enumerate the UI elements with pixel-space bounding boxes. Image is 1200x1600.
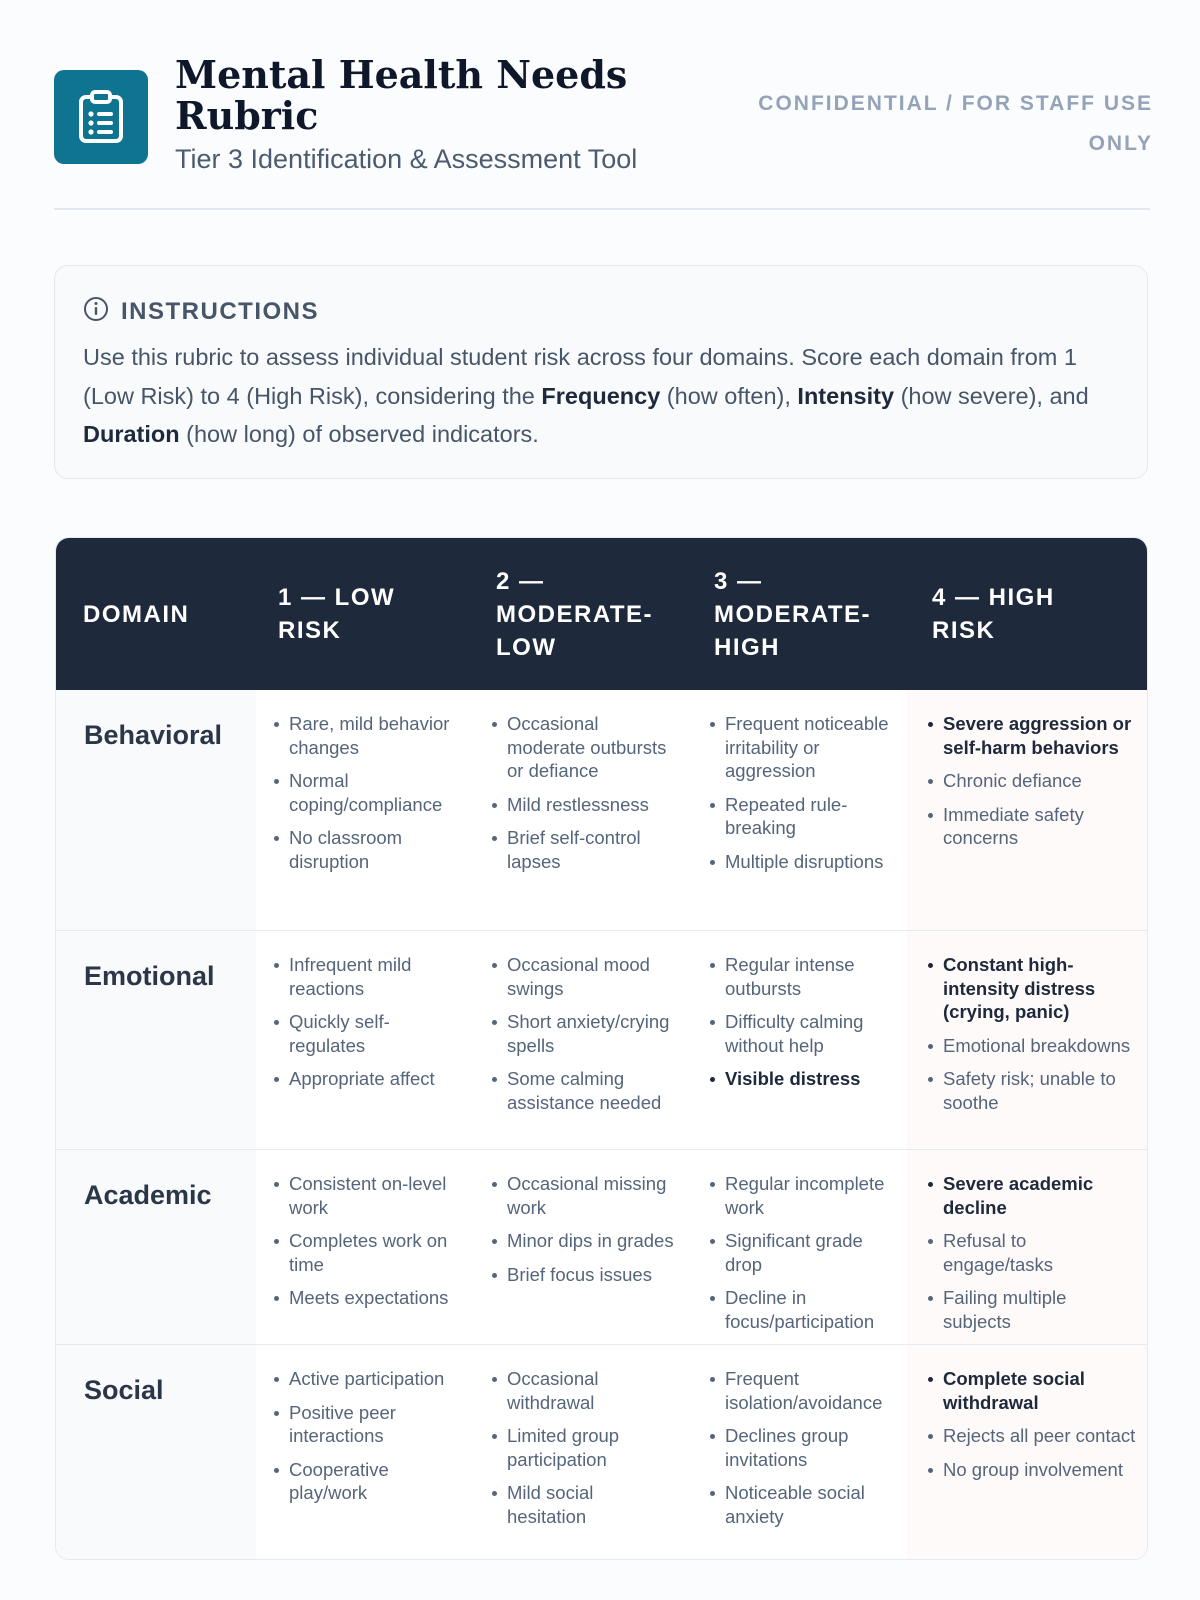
instructions-text-part: (how severe), and [894, 382, 1089, 409]
rubric-cell-moderate-high [688, 690, 906, 930]
indicator-item: Frequent isolation/avoidance [710, 1367, 894, 1414]
clipboard-list-icon [54, 70, 148, 164]
domain-label: Emotional [84, 961, 215, 991]
page-title: Mental Health Needs Rubric [175, 52, 628, 138]
rubric-cell-low-risk [252, 1150, 470, 1344]
indicator-item: Immediate safety concerns [928, 803, 1137, 850]
indicator-list [274, 712, 458, 883]
indicator-item: Meets expectations [274, 1286, 458, 1310]
instructions-box [54, 265, 1148, 479]
indicator-list [492, 953, 676, 1124]
table-row [56, 1344, 1147, 1560]
domain-label: Behavioral [84, 720, 223, 750]
indicator-list [492, 1172, 676, 1296]
indicator-item: No classroom disruption [274, 826, 458, 873]
rubric-cell-low-risk [252, 931, 470, 1149]
indicator-list [710, 712, 894, 883]
column-header-domain: DOMAIN [83, 600, 190, 628]
indicator-item: Quickly self-regulates [274, 1010, 458, 1057]
table-row [56, 930, 1147, 1149]
indicator-item: Refusal to engage/tasks [928, 1229, 1137, 1276]
indicator-list [274, 1172, 458, 1320]
indicator-item: Some calming assistance needed [492, 1067, 676, 1114]
indicator-item: Occasional mood swings [492, 953, 676, 1000]
indicator-list [492, 712, 676, 883]
indicator-list [710, 953, 894, 1101]
indicator-item: Rare, mild behavior changes [274, 712, 458, 759]
indicator-item: Appropriate affect [274, 1067, 458, 1091]
rubric-cell-low-risk [252, 690, 470, 930]
indicator-item: Constant high-intensity distress (crying, panic) [928, 953, 1137, 1024]
instructions-text [83, 338, 1123, 454]
indicator-item: Positive peer interactions [274, 1401, 458, 1448]
domain-label: Social [84, 1375, 164, 1405]
indicator-item: Minor dips in grades [492, 1229, 676, 1253]
indicator-item: Multiple disruptions [710, 850, 894, 874]
indicator-item: Brief focus issues [492, 1263, 676, 1287]
info-icon [83, 296, 109, 327]
column-header-low-risk: 1 — LOW RISK [278, 584, 396, 644]
indicator-item: Completes work on time [274, 1229, 458, 1276]
indicator-item: Safety risk; unable to soothe [928, 1067, 1137, 1114]
indicator-item: Severe aggression or self-harm behaviors [928, 712, 1137, 759]
indicator-item: Regular intense outbursts [710, 953, 894, 1000]
instructions-text-part: Use this rubric to assess individual student risk across four domains. Score each domain from 1 (Low Risk) to 4 (High Risk), considering the [83, 344, 1077, 409]
indicator-item: Brief self-control lapses [492, 826, 676, 873]
indicator-item: No group involvement [928, 1458, 1137, 1482]
indicator-item: Cooperative play/work [274, 1458, 458, 1505]
indicator-item: Repeated rule-breaking [710, 793, 894, 840]
indicator-item: Normal coping/compliance [274, 769, 458, 816]
indicator-list [492, 1367, 676, 1538]
indicator-item: Occasional moderate outbursts or defiance [492, 712, 676, 783]
indicator-item: Chronic defiance [928, 769, 1137, 793]
indicator-list [928, 712, 1137, 860]
term-intensity: Intensity [797, 382, 895, 409]
instructions-text-part: (how often), [660, 382, 798, 409]
indicator-list [928, 1172, 1137, 1343]
domain-cell [56, 1345, 256, 1560]
indicator-item: Occasional missing work [492, 1172, 676, 1219]
indicator-item: Emotional breakdowns [928, 1034, 1137, 1058]
term-duration: Duration [83, 421, 180, 447]
rubric-cell-moderate-low [470, 690, 688, 930]
rubric-cell-high-risk [906, 1345, 1148, 1560]
rubric-cell-low-risk [252, 1345, 470, 1560]
term-frequency: Frequency [541, 382, 661, 409]
indicator-item: Decline in focus/participation [710, 1286, 894, 1333]
confidential-label: CONFIDENTIAL / FOR STAFF USE ONLY [758, 92, 1153, 155]
indicator-item: Regular incomplete work [710, 1172, 894, 1219]
indicator-item: Difficulty calming without help [710, 1010, 894, 1057]
column-header-high-risk: 4 — HIGH RISK [932, 584, 1055, 644]
indicator-list [274, 953, 458, 1101]
indicator-item: Noticeable social anxiety [710, 1481, 894, 1528]
indicator-item: Mild restlessness [492, 793, 676, 817]
rubric-cell-high-risk [906, 1150, 1148, 1344]
page-subtitle: Tier 3 Identification & Assessment Tool [175, 144, 638, 174]
indicator-item: Occasional withdrawal [492, 1367, 676, 1414]
header-divider [54, 208, 1150, 210]
column-header-moderate-low: 2 — MODERATE-LOW [496, 567, 654, 661]
indicator-item: Failing multiple subjects [928, 1286, 1137, 1333]
indicator-item: Declines group invitations [710, 1424, 894, 1471]
table-row [56, 1149, 1147, 1344]
indicator-item: Short anxiety/crying spells [492, 1010, 676, 1057]
indicator-list [710, 1172, 894, 1343]
instructions-heading [83, 296, 319, 327]
rubric-cell-high-risk [906, 931, 1148, 1149]
indicator-list [928, 1367, 1137, 1491]
table-row [56, 690, 1147, 930]
column-header-moderate-high: 3 — MODERATE-HIGH [714, 567, 872, 661]
rubric-cell-moderate-low [470, 1150, 688, 1344]
rubric-cell-moderate-high [688, 931, 906, 1149]
indicator-item: Limited group participation [492, 1424, 676, 1471]
indicator-item: Consistent on-level work [274, 1172, 458, 1219]
rubric-table [55, 537, 1148, 1560]
indicator-item: Significant grade drop [710, 1229, 894, 1276]
indicator-item: Rejects all peer contact [928, 1424, 1137, 1448]
indicator-list [928, 953, 1137, 1124]
domain-cell [56, 1150, 256, 1344]
rubric-cell-high-risk [906, 690, 1148, 930]
indicator-item: Active participation [274, 1367, 458, 1391]
indicator-item: Mild social hesitation [492, 1481, 676, 1528]
instructions-title: INSTRUCTIONS [121, 297, 319, 325]
rubric-cell-moderate-high [688, 1345, 906, 1560]
rubric-cell-moderate-low [470, 1345, 688, 1560]
rubric-cell-moderate-high [688, 1150, 906, 1344]
domain-label: Academic [84, 1180, 212, 1210]
indicator-item: Severe academic decline [928, 1172, 1137, 1219]
indicator-item: Infrequent mild reactions [274, 953, 458, 1000]
table-header [56, 538, 1147, 690]
instructions-text-part: (how long) of observed indicators. [179, 421, 539, 447]
domain-cell [56, 690, 256, 930]
rubric-cell-moderate-low [470, 931, 688, 1149]
indicator-item: Complete social withdrawal [928, 1367, 1137, 1414]
indicator-item: Frequent noticeable irritability or aggression [710, 712, 894, 783]
indicator-item: Visible distress [710, 1067, 894, 1091]
domain-cell [56, 931, 256, 1149]
indicator-list [710, 1367, 894, 1538]
indicator-list [274, 1367, 458, 1515]
